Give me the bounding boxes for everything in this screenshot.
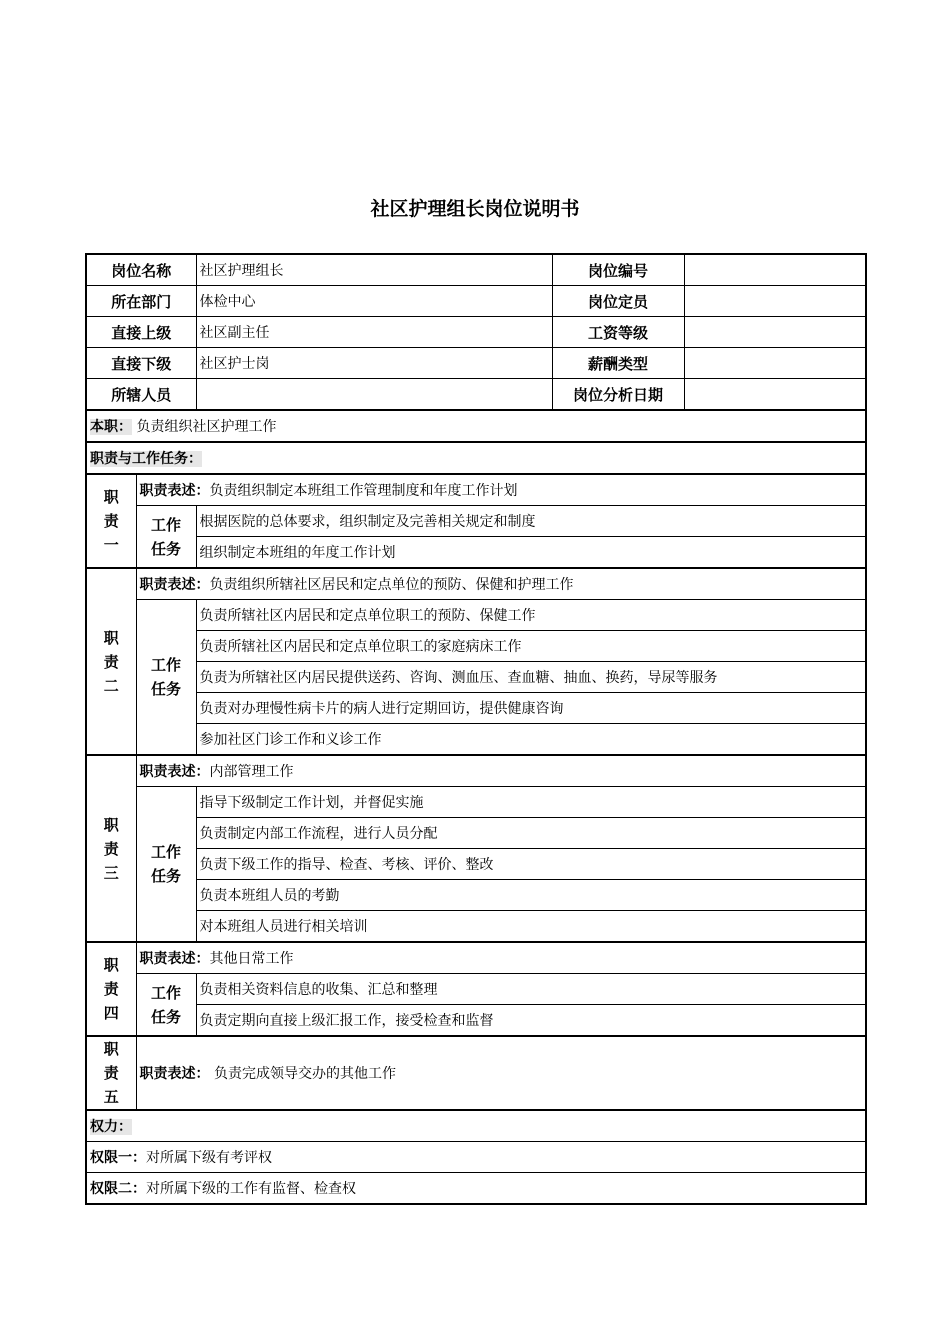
duty-statement-label: 职责表述： (139, 951, 210, 967)
table-row (86, 568, 866, 600)
table-row (86, 849, 866, 880)
table-row (86, 286, 866, 317)
field-value: 社区护理组长 (196, 254, 552, 286)
duty-statement-label: 职责表述： (139, 1066, 210, 1082)
table-row (86, 1142, 866, 1173)
power-text: 对所属下级的工作有监督、检查权 (146, 1181, 356, 1197)
table-row (86, 942, 866, 974)
table-row (86, 818, 866, 849)
task-item: 根据医院的总体要求，组织制定及完善相关规定和制度 (196, 506, 866, 537)
field-label: 岗位编号 (552, 254, 684, 286)
duty-name (86, 942, 136, 1036)
duty-statement (136, 942, 866, 974)
task-item: 负责相关资料信息的收集、汇总和整理 (196, 974, 866, 1005)
power-label: 权限二： (90, 1181, 146, 1197)
duty-statement-label: 职责表述： (139, 577, 210, 593)
table-row (86, 911, 866, 943)
duty-name (86, 755, 136, 942)
task-item: 负责制定内部工作流程，进行人员分配 (196, 818, 866, 849)
table-row (86, 1005, 866, 1037)
field-value (196, 379, 552, 411)
main-duty-text: 负责组织社区护理工作 (132, 419, 277, 435)
page-title: 社区护理组长岗位说明书 (370, 198, 580, 220)
field-value (684, 286, 866, 317)
table-row (86, 410, 866, 442)
field-label: 薪酬类型 (552, 348, 684, 379)
task-item: 负责对办理慢性病卡片的病人进行定期回访，提供健康咨询 (196, 693, 866, 724)
field-label: 所辖人员 (86, 379, 196, 411)
table-row (86, 724, 866, 756)
task-label (136, 506, 196, 569)
duty-statement (136, 1036, 866, 1110)
task-item: 负责本班组人员的考勤 (196, 880, 866, 911)
table-row (86, 974, 866, 1005)
task-label (136, 787, 196, 943)
table-row (86, 442, 866, 474)
task-item: 负责所辖社区内居民和定点单位职工的预防、保健工作 (196, 600, 866, 631)
task-label-text: 工作任务 (150, 515, 181, 558)
table-row (86, 379, 866, 411)
power-text: 对所属下级有考评权 (146, 1150, 272, 1166)
table-row (86, 880, 866, 911)
task-label-text: 工作任务 (150, 843, 181, 885)
field-label: 直接下级 (86, 348, 196, 379)
table-row (86, 693, 866, 724)
field-value (684, 317, 866, 348)
table-row (86, 755, 866, 787)
main-duty (86, 410, 866, 442)
table-row (86, 537, 866, 569)
duty-statement-text: 其他日常工作 (209, 951, 294, 967)
task-item: 对本班组人员进行相关培训 (196, 911, 866, 943)
duty-statement-text: 负责组织制定本班组工作管理制度和年度工作计划 (209, 483, 518, 499)
table-row (86, 600, 866, 631)
field-value: 体检中心 (196, 286, 552, 317)
field-label: 岗位名称 (86, 254, 196, 286)
duty-statement-label: 职责表述： (139, 764, 210, 780)
table-row (86, 317, 866, 348)
job-description-table (85, 253, 867, 1205)
power-header-label: 权力： (90, 1119, 132, 1135)
task-item: 负责为所辖社区内居民提供送药、咨询、测血压、查血糖、抽血、换药，导尿等服务 (196, 662, 866, 693)
task-item: 指导下级制定工作计划，并督促实施 (196, 787, 866, 818)
table-row (86, 662, 866, 693)
duty-statement-text: 内部管理工作 (209, 764, 294, 780)
task-item: 负责下级工作的指导、检查、考核、评价、整改 (196, 849, 866, 880)
duty-statement (136, 568, 866, 600)
duty-name (86, 568, 136, 755)
table-row (86, 474, 866, 506)
field-label: 岗位定员 (552, 286, 684, 317)
field-value: 社区副主任 (196, 317, 552, 348)
duty-name-text: 职责二 (103, 628, 119, 695)
task-item: 参加社区门诊工作和义诊工作 (196, 724, 866, 756)
duty-name-text: 职责四 (103, 956, 119, 1022)
field-label: 岗位分析日期 (552, 379, 684, 411)
field-label: 工资等级 (552, 317, 684, 348)
duty-name-text: 职责五 (103, 1040, 119, 1106)
field-value (684, 254, 866, 286)
power-label: 权限一： (90, 1150, 146, 1166)
task-item: 负责所辖社区内居民和定点单位职工的家庭病床工作 (196, 631, 866, 662)
task-item: 组织制定本班组的年度工作计划 (196, 537, 866, 569)
duty-statement (136, 474, 866, 506)
table-row (86, 348, 866, 379)
duty-statement-text: 负责组织所辖社区居民和定点单位的预防、保健和护理工作 (209, 577, 574, 593)
field-label: 直接上级 (86, 317, 196, 348)
duty-statement-label: 职责表述： (139, 483, 210, 499)
task-item: 负责定期向直接上级汇报工作，接受检查和监督 (196, 1005, 866, 1037)
table-row (86, 1036, 866, 1110)
field-label: 所在部门 (86, 286, 196, 317)
power-item (86, 1142, 866, 1173)
task-label-text: 工作任务 (150, 983, 181, 1026)
power-header (86, 1110, 866, 1142)
duty-statement-text: 负责完成领导交办的其他工作 (209, 1066, 396, 1082)
field-value (684, 379, 866, 411)
table-row (86, 506, 866, 537)
duty-name-text: 职责一 (103, 488, 119, 554)
table-row (86, 631, 866, 662)
table-row (86, 1173, 866, 1205)
table-row (86, 787, 866, 818)
duties-header (86, 442, 866, 474)
field-value: 社区护士岗 (196, 348, 552, 379)
table-row (86, 1110, 866, 1142)
task-label (136, 600, 196, 756)
duty-name-text: 职责三 (103, 815, 119, 882)
power-item (86, 1173, 866, 1205)
duty-name (86, 474, 136, 568)
duty-name (86, 1036, 136, 1110)
main-duty-label: 本职： (90, 419, 132, 435)
duty-statement (136, 755, 866, 787)
duties-header-label: 职责与工作任务： (90, 451, 202, 467)
task-label (136, 974, 196, 1037)
table-row (86, 254, 866, 286)
task-label-text: 工作任务 (150, 656, 181, 698)
field-value (684, 348, 866, 379)
